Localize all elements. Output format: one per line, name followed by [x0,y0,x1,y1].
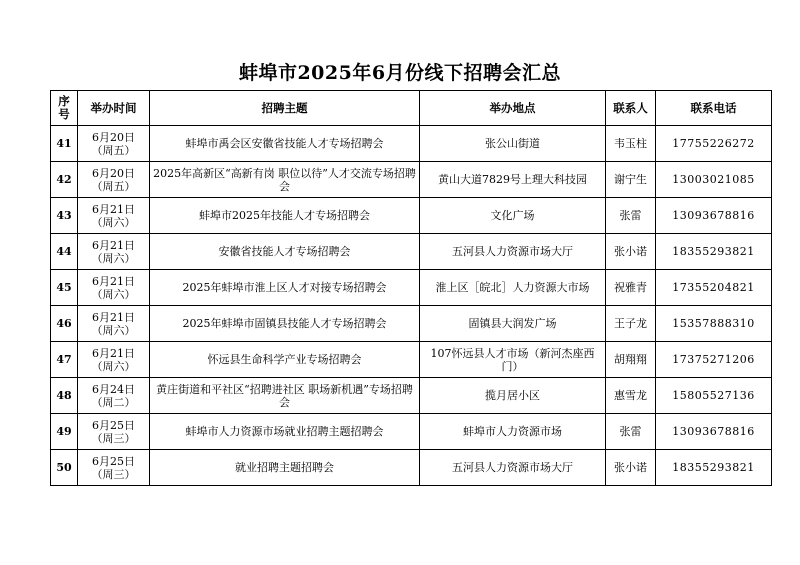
row-weekday: （周六） [91,287,136,301]
header-contact: 联系人 [606,91,656,126]
row-contact: 韦玉柱 [606,126,656,162]
row-date: 6月21日 [92,238,135,252]
table-row [51,126,772,162]
row-date: 6月25日 [92,454,135,468]
header-seq [51,91,78,126]
job-fair-table [50,90,772,486]
row-theme: 蚌埠市禹会区安徽省技能人才专场招聘会 [150,126,420,162]
row-phone: 17755226272 [656,126,772,162]
row-weekday: （周六） [91,215,136,229]
row-time [78,378,150,414]
table-row [51,342,772,378]
table-header-row [51,91,772,126]
row-phone: 17375271206 [656,342,772,378]
row-weekday: （周六） [91,323,136,337]
row-weekday: （周五） [91,143,136,157]
row-theme: 2025年蚌埠市固镇县技能人才专场招聘会 [150,306,420,342]
row-place: 黄山大道7829号上理大科技园 [420,162,606,198]
header-seq-line2: 号 [58,107,70,121]
row-time [78,450,150,486]
table-row [51,450,772,486]
row-theme: 安徽省技能人才专场招聘会 [150,234,420,270]
row-number: 43 [51,198,78,234]
row-number: 42 [51,162,78,198]
row-phone: 17355204821 [656,270,772,306]
row-time [78,270,150,306]
page-title: 蚌埠市2025年6月份线下招聘会汇总 [238,62,562,84]
row-weekday: （周六） [91,359,136,373]
row-date: 6月24日 [92,382,135,396]
row-weekday: （周三） [91,431,136,445]
header-time: 举办时间 [78,91,150,126]
row-place: 固镇县大润发广场 [420,306,606,342]
row-place: 107怀远县人才市场（新河杰座西门） [420,342,606,378]
table-row [51,378,772,414]
row-time [78,234,150,270]
header-place: 举办地点 [420,91,606,126]
row-time [78,162,150,198]
table-row [51,306,772,342]
row-number: 46 [51,306,78,342]
row-phone: 18355293821 [656,234,772,270]
row-date: 6月21日 [92,202,135,216]
row-weekday: （周五） [91,179,136,193]
row-contact: 张小诺 [606,450,656,486]
row-date: 6月21日 [92,274,135,288]
row-place: 五河县人力资源市场大厅 [420,450,606,486]
row-time [78,198,150,234]
row-theme: 蚌埠市2025年技能人才专场招聘会 [150,198,420,234]
row-number: 50 [51,450,78,486]
row-phone: 13093678816 [656,414,772,450]
row-theme: 蚌埠市人力资源市场就业招聘主题招聘会 [150,414,420,450]
row-phone: 18355293821 [656,450,772,486]
row-contact: 惠雪龙 [606,378,656,414]
header-theme: 招聘主题 [150,91,420,126]
row-date: 6月20日 [92,166,135,180]
row-date: 6月20日 [92,130,135,144]
row-contact: 王子龙 [606,306,656,342]
row-theme: 2025年高新区“高新有岗 职位以待”人才交流专场招聘会 [150,162,420,198]
row-theme: 怀远县生命科学产业专场招聘会 [150,342,420,378]
row-contact: 祝雅青 [606,270,656,306]
row-theme: 就业招聘主题招聘会 [150,450,420,486]
row-time [78,126,150,162]
row-date: 6月21日 [92,310,135,324]
row-place: 揽月居小区 [420,378,606,414]
row-weekday: （周三） [91,467,136,481]
row-phone: 15805527136 [656,378,772,414]
table-row [51,414,772,450]
row-number: 48 [51,378,78,414]
row-number: 41 [51,126,78,162]
row-phone: 13003021085 [656,162,772,198]
row-contact: 谢宁生 [606,162,656,198]
row-weekday: （周二） [91,395,136,409]
table-row [51,234,772,270]
row-place: 张公山街道 [420,126,606,162]
row-place: 五河县人力资源市场大厅 [420,234,606,270]
row-place: 淮上区［皖北］人力资源大市场 [420,270,606,306]
row-number: 44 [51,234,78,270]
row-contact: 张小诺 [606,234,656,270]
row-number: 47 [51,342,78,378]
row-number: 45 [51,270,78,306]
row-number: 49 [51,414,78,450]
table-row [51,162,772,198]
table-row [51,270,772,306]
row-theme: 2025年蚌埠市淮上区人才对接专场招聘会 [150,270,420,306]
row-weekday: （周六） [91,251,136,265]
row-time [78,342,150,378]
row-theme: 黄庄街道和平社区“招聘进社区 职场新机遇”专场招聘会 [150,378,420,414]
header-seq-line1: 序 [58,94,70,108]
row-contact: 胡翔翔 [606,342,656,378]
row-contact: 张雷 [606,414,656,450]
table-row [51,198,772,234]
table-body [51,126,772,486]
row-phone: 13093678816 [656,198,772,234]
row-contact: 张雷 [606,198,656,234]
row-phone: 15357888310 [656,306,772,342]
row-place: 文化广场 [420,198,606,234]
row-place: 蚌埠市人力资源市场 [420,414,606,450]
row-time [78,414,150,450]
row-date: 6月25日 [92,418,135,432]
row-date: 6月21日 [92,346,135,360]
header-phone: 联系电话 [656,91,772,126]
row-time [78,306,150,342]
